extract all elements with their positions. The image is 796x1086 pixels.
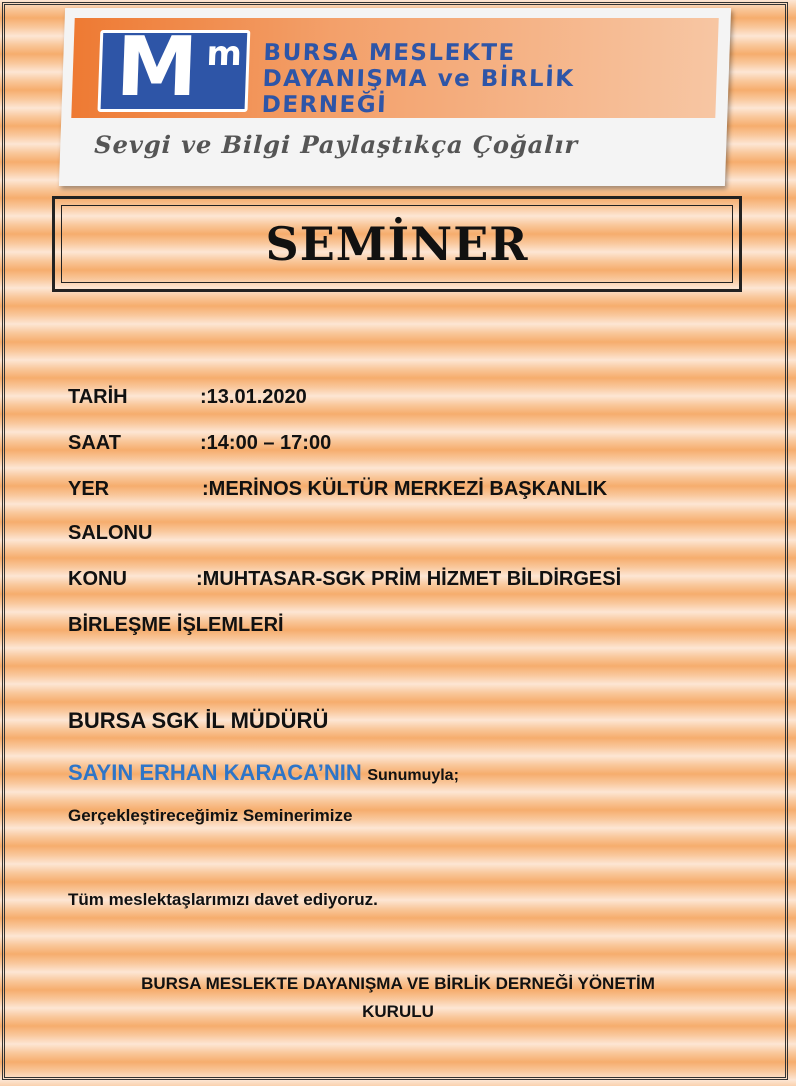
presenter-name: SAYIN ERHAN KARACA’NIN: [68, 760, 362, 785]
title-box: [52, 196, 742, 292]
presenter-row: [68, 760, 459, 786]
place-row: [68, 478, 608, 501]
footer-line-2: KURULU: [362, 1002, 434, 1021]
presenter-title: BURSA SGK İL MÜDÜRÜ: [68, 708, 329, 733]
time-value: :14:00 – 17:00: [200, 432, 332, 454]
topic-continuation: BİRLEŞME İŞLEMLERİ: [68, 614, 284, 636]
time-label: SAAT: [68, 432, 121, 454]
logo-name-line-2: DAYANIŞMA ve BİRLİK: [262, 66, 576, 92]
invitation-line: Tüm meslektaşlarımızı davet ediyoruz.: [68, 890, 378, 909]
presenter-suffix: Sunumuyla;: [367, 767, 459, 784]
footer-signature: [40, 970, 756, 1026]
time-row: [68, 432, 332, 455]
logo-name-line-1: BURSA MESLEKTE: [263, 40, 517, 66]
page-title: SEMİNER: [265, 217, 529, 271]
logo-mark-big: M: [114, 20, 200, 115]
place-continuation: SALONU: [68, 522, 153, 544]
logo-mark: [97, 20, 250, 115]
footer-line-1: BURSA MESLEKTE DAYANIŞMA VE BİRLİK DERNEĞİ YÖNETİM: [141, 974, 655, 993]
topic-label: KONU: [68, 568, 127, 590]
logo-mark-small: m: [205, 34, 243, 74]
topic-value: :MUHTASAR-SGK PRİM HİZMET BİLDİRGESİ: [196, 568, 622, 590]
date-label: TARİH: [68, 386, 128, 408]
topic-row: [68, 568, 622, 591]
place-label: YER: [68, 478, 110, 500]
title-inner-border: [61, 205, 733, 283]
logo-name: [261, 40, 576, 118]
date-row: [68, 386, 307, 409]
place-value: :MERİNOS KÜLTÜR MERKEZİ BAŞKANLIK: [202, 478, 608, 500]
association-logo: [59, 8, 731, 186]
date-value: :13.01.2020: [200, 386, 307, 408]
logo-slogan: Sevgi ve Bilgi Paylaştıkça Çoğalır: [93, 130, 579, 159]
logo-name-line-3: DERNEĞİ: [261, 92, 388, 118]
seminar-line: Gerçekleştireceğimiz Seminerimize: [68, 806, 353, 825]
